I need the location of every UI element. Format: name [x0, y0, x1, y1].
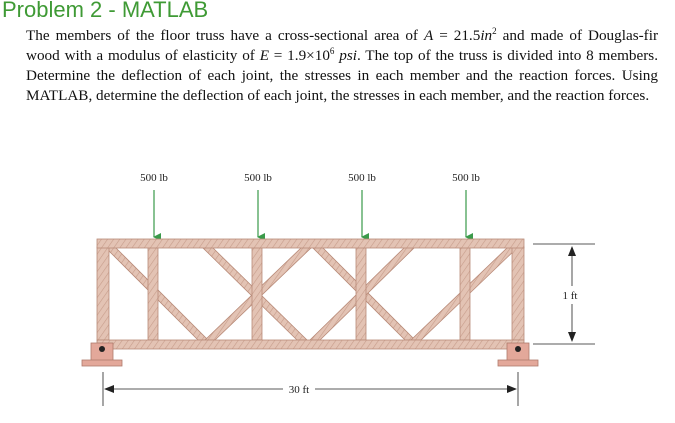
height-label: 1 ft	[562, 290, 578, 302]
area-variable: A	[423, 27, 434, 44]
area-exponent: 2	[492, 25, 497, 36]
truss-vertical-left	[97, 247, 109, 340]
modulus-exponent: 6	[329, 45, 335, 56]
page-title: Problem 2 - MATLAB	[2, 0, 209, 22]
problem-text-1: The members of the floor truss have a cross-sectional area of	[26, 27, 424, 44]
modulus-variable: E	[259, 47, 269, 64]
problem-text-2: and made of Douglas-fir wood with a modulus of elasticity of	[26, 27, 659, 64]
load-label-4: 500 lb	[452, 172, 480, 184]
modulus-equals: = 1.9×10	[268, 47, 330, 64]
truss-vertical-3	[356, 247, 366, 340]
truss-vertical-2	[252, 247, 262, 340]
truss-bottom-chord	[97, 340, 524, 349]
truss-top-chord	[97, 239, 524, 248]
load-label-2: 500 lb	[244, 172, 272, 184]
truss-vertical-1	[148, 247, 158, 340]
span-dimension	[103, 372, 518, 406]
area-unit: in	[480, 27, 493, 44]
span-label: 30 ft	[288, 384, 310, 396]
load-label-1: 500 lb	[140, 172, 168, 184]
modulus-unit: psi	[334, 47, 357, 64]
truss-vertical-4	[460, 247, 470, 340]
truss-vertical-right	[512, 247, 524, 340]
problem-text-3: . The top of the truss is divided into 8 members. Determine the deflection of each joint, the stresses in each member and the reaction forces. Using MATLAB, determine the deflection of each joint, the stresses in each member, and the reaction forces.	[26, 47, 658, 104]
area-equals: = 21.5	[433, 27, 481, 44]
load-label-3: 500 lb	[348, 172, 376, 184]
truss	[97, 239, 524, 349]
